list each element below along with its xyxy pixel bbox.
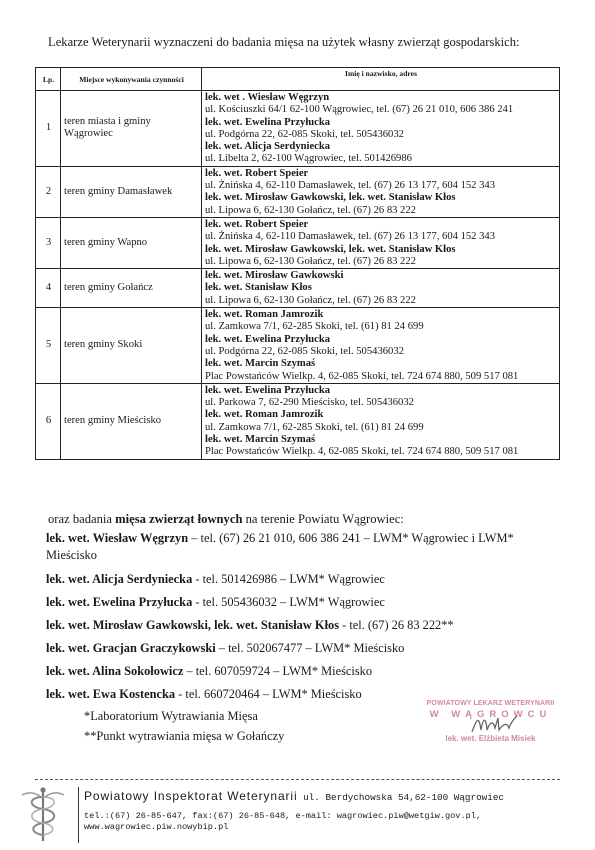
footnote-golancz: **Punkt wytrawiania mięsa w Gołańczy	[84, 729, 285, 743]
table-row	[36, 308, 560, 384]
entry-details: - tel. 660720464 – LWM* Mieścisko	[175, 687, 362, 701]
row-vets	[202, 269, 560, 308]
vet-name: lek. wet. Robert Speier	[205, 218, 309, 230]
entry-details: – tel. 502067477 – LWM* Mieścisko	[215, 641, 405, 655]
row-vets	[202, 166, 560, 217]
row-place: teren gminy Wapno	[61, 217, 202, 268]
official-stamp	[403, 700, 578, 760]
entry-name: lek. wet. Wiesław Węgrzyn	[46, 531, 189, 545]
footer-contact	[84, 811, 481, 833]
entry-name: lek. wet. Ewelina Przyłucka	[46, 595, 193, 609]
row-number: 5	[36, 308, 61, 384]
row-number: 1	[36, 91, 61, 167]
footer-phone-email: tel.:(67) 26-85-647, fax:(67) 26-85-648, e-mail: wagrowiec.piw@wetgiw.gov.pl,	[84, 811, 482, 821]
footer-website: www.wagrowiec.piw.nowybip.pl	[84, 822, 229, 832]
table-body	[36, 91, 560, 460]
game-meat-intro-pre: oraz badania	[48, 512, 116, 526]
game-meat-intro-bold: mięsa zwierząt łownych	[115, 512, 243, 526]
game-meat-entry	[46, 663, 566, 680]
signature-icon	[469, 710, 519, 738]
vet-name: lek. wet. Roman Jamrozik	[205, 409, 324, 421]
table-header-row	[36, 68, 560, 91]
game-meat-entry	[46, 594, 566, 611]
vet-address: Plac Powstańców Wielkp. 4, 62-085 Skoki, tel. 724 674 880, 509 517 081	[205, 370, 519, 382]
stamp-line-1: POWIATOWY LEKARZ WETERYNARII	[426, 700, 555, 707]
document-intro: Lekarze Weterynarii wyznaczeni do badania mięsa na użytek własny zwierząt gospodarskich:	[48, 35, 520, 49]
institution-name: Powiatowy Inspektorat Weterynarii	[84, 789, 298, 803]
vet-name: lek. wet. Ewelina Przyłucka	[205, 333, 331, 345]
vet-address: ul. Żnińska 4, 62-110 Damasławek, tel. (67) 26 13 177, 604 152 343	[205, 180, 496, 192]
entry-details: - tel. (67) 26 83 222**	[339, 618, 454, 632]
header-lp: Lp.	[36, 68, 61, 91]
entry-details: – tel. 607059724 – LWM* Mieścisko	[183, 664, 373, 678]
vet-name: lek. wet. Ewelina Przyłucka	[205, 384, 331, 396]
institution-address: ul. Berdychowska 54,62-100 Wągrowiec	[297, 792, 504, 803]
veterinarians-table	[35, 67, 560, 460]
table-row	[36, 383, 560, 459]
vet-address: ul. Kościuszki 64/1 62-100 Wągrowiec, tel. (67) 26 21 010, 606 386 241	[205, 104, 514, 116]
vet-name: lek. wet. Stanisław Kłos	[205, 282, 312, 294]
vet-name: lek. wet . Wiesław Węgrzyn	[205, 92, 330, 103]
entry-name: lek. wet. Alicja Serdyniecka	[46, 572, 193, 586]
footnotes	[84, 706, 284, 746]
vet-address: ul. Lipowa 6, 62-130 Gołańcz, tel. (67) 26 83 222	[205, 294, 416, 306]
entry-name: lek. wet. Gracjan Graczykowski	[46, 641, 216, 655]
entry-name: lek. wet. Mirosław Gawkowski, lek. wet. Stanisław Kłos	[46, 618, 340, 632]
footer-title	[84, 789, 504, 803]
footer-vertical-line	[78, 787, 79, 843]
vet-address: ul. Żnińska 4, 62-110 Damasławek, tel. (67) 26 13 177, 604 152 343	[205, 231, 496, 243]
game-meat-entry	[46, 617, 566, 634]
row-vets	[202, 217, 560, 268]
entry-details: - tel. 505436032 – LWM* Wągrowiec	[192, 595, 385, 609]
stamp-line-3: lek. wet. Elżbieta Misiek	[445, 734, 536, 743]
footer-divider	[35, 779, 560, 780]
row-place: teren gminy Gołańcz	[61, 269, 202, 308]
vet-address: Plac Powstańców Wielkp. 4, 62-085 Skoki, tel. 724 674 880, 509 517 081	[205, 446, 519, 458]
entry-name: lek. wet. Ewa Kostencka	[46, 687, 176, 701]
vet-name: lek. wet. Alicja Serdyniecka	[205, 141, 331, 153]
row-vets	[202, 383, 560, 459]
table-row	[36, 166, 560, 217]
vet-name: lek. wet. Mirosław Gawkowski	[205, 270, 344, 282]
game-meat-entry	[46, 571, 566, 588]
entry-details: – tel. (67) 26 21 010, 606 386 241 – LWM* Wągrowiec i LWM* Mieścisko	[46, 531, 514, 562]
vet-name: lek. wet. Marcin Szymaś	[205, 358, 316, 370]
game-meat-entry	[46, 640, 566, 657]
vet-name: lek. wet. Ewelina Przyłucka	[205, 116, 331, 128]
game-meat-entry	[46, 530, 566, 564]
vet-address: ul. Libelta 2, 62-100 Wągrowiec, tel. 501426986	[205, 153, 412, 165]
stamp-line-2: W WĄGROWCU	[429, 709, 552, 720]
row-vets	[202, 91, 560, 167]
row-place: teren miasta i gminy Wągrowiec	[61, 91, 202, 167]
table-row	[36, 269, 560, 308]
game-meat-intro-post: na terenie Powiatu Wągrowiec:	[242, 512, 404, 526]
vet-address: ul. Podgórna 22, 62-085 Skoki, tel. 505436032	[205, 128, 404, 140]
vet-name: lek. wet. Mirosław Gawkowski, lek. wet. Stanisław Kłos	[205, 243, 456, 255]
table-row	[36, 91, 560, 167]
vet-address: ul. Lipowa 6, 62-130 Gołańcz, tel. (67) 26 83 222	[205, 204, 416, 216]
header-name: Imię i nazwisko, adres	[202, 68, 560, 91]
footnote-lwm: *Laboratorium Wytrawiania Mięsa	[84, 709, 258, 723]
row-number: 6	[36, 383, 61, 459]
vet-address: ul. Zamkowa 7/1, 62-285 Skoki, tel. (61) 81 24 699	[205, 421, 424, 433]
row-number: 4	[36, 269, 61, 308]
row-vets	[202, 308, 560, 384]
game-meat-intro	[48, 511, 404, 527]
vet-address: ul. Podgórna 22, 62-085 Skoki, tel. 505436032	[205, 345, 404, 357]
header-place: Miejsce wykonywania czynności	[61, 68, 202, 91]
row-place: teren gminy Skoki	[61, 308, 202, 384]
vet-address: ul. Zamkowa 7/1, 62-285 Skoki, tel. (61) 81 24 699	[205, 321, 424, 333]
row-number: 3	[36, 217, 61, 268]
row-number: 2	[36, 166, 61, 217]
entry-name: lek. wet. Alina Sokołowicz	[46, 664, 184, 678]
vet-name: lek. wet. Mirosław Gawkowski, lek. wet. Stanisław Kłos	[205, 192, 456, 204]
table-row	[36, 217, 560, 268]
vet-name: lek. wet. Roman Jamrozik	[205, 309, 324, 321]
vet-name: lek. wet. Marcin Szymaś	[205, 434, 316, 446]
row-place: teren gminy Mieścisko	[61, 383, 202, 459]
vet-name: lek. wet. Robert Speier	[205, 167, 309, 179]
caduceus-logo-icon	[16, 785, 70, 843]
vet-address: ul. Lipowa 6, 62-130 Gołańcz, tel. (67) 26 83 222	[205, 255, 416, 267]
vet-address: ul. Parkowa 7, 62-290 Mieścisko, tel. 505436032	[205, 397, 414, 409]
row-place: teren gminy Damasławek	[61, 166, 202, 217]
entry-details: - tel. 501426986 – LWM* Wągrowiec	[192, 572, 385, 586]
